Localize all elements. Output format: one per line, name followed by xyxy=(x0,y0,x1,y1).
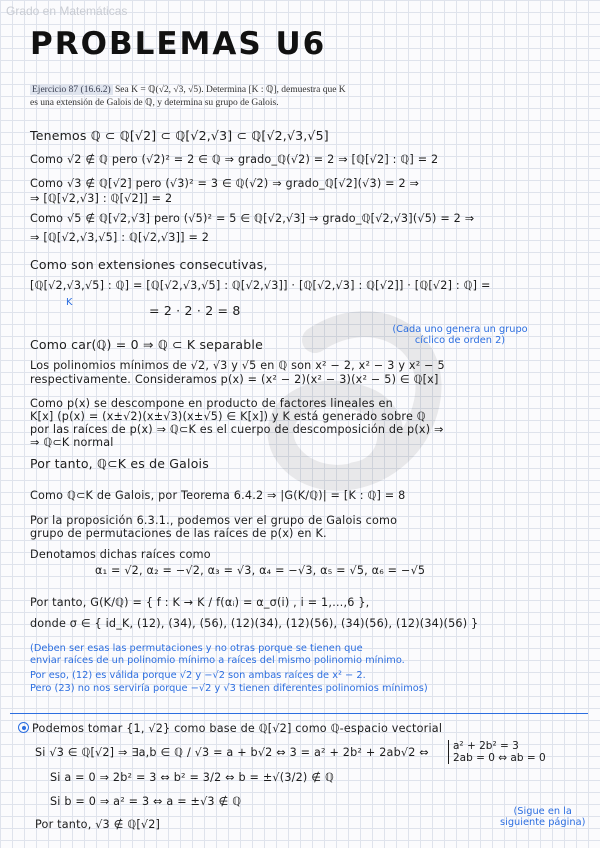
bullet-target-icon xyxy=(18,722,29,733)
note-perm-4: Pero (23) no nos serviría porque −√2 y √3 tienen diferentes polinomios mínimos) xyxy=(30,683,428,694)
line-sqrt5: Como √5 ∉ ℚ[√2,√3] pero (√5)² = 5 ∈ ℚ[√2,√3] ⇒ grado_ℚ[√2,√3](√5) = 2 ⇒ xyxy=(30,212,475,225)
line-roots: α₁ = √2, α₂ = −√2, α₃ = √3, α₄ = −√3, α₅ = √5, α₆ = −√5 xyxy=(95,564,426,577)
line-case-a: Si a = 0 ⇒ 2b² = 3 ⇔ b² = 3/2 ⇔ b = ±√(3/2) ∉ ℚ xyxy=(50,771,334,784)
line-galois-group: Por tanto, G(K/ℚ) = { f : K → K / f(αᵢ) = α_σ(i) , i = 1,…,6 }, xyxy=(30,596,370,609)
line-min-polys: Los polinomios mínimos de √2, √3 y √5 en ℚ son x² − 2, x² − 3 y x² − 5 xyxy=(30,359,445,372)
note-perm-1: (Deben ser esas las permutaciones y no otras porque se tienen que xyxy=(30,643,363,654)
line-sigma-set: donde σ ∈ { id_K, (12), (34), (56), (12)(34), (12)(56), (34)(56), (12)(34)(56) } xyxy=(30,617,479,630)
exercise-tag: Ejercicio 87 (16.6.2) xyxy=(32,85,111,95)
line-basis xyxy=(18,722,442,735)
line-suppose: Si √3 ∈ ℚ[√2] ⇒ ∃a,b ∈ ℚ / √3 = a + b√2 ⇔ 3 = a² + 2b² + 2ab√2 ⇔ xyxy=(35,746,429,759)
note-perm-3: Por eso, (12) es válida porque √2 y −√2 son ambas raíces de x² − 2. xyxy=(30,670,366,681)
k-label: K xyxy=(66,297,73,308)
note-perm-2: enviar raíces de un polinomio mínimo a raíces del mismo polinomio mínimo. xyxy=(30,655,405,666)
line-denote-roots: Denotamos dichas raíces como xyxy=(30,548,211,561)
line-factor: Como p(x) se descompone en producto de factores lineales en xyxy=(30,397,393,410)
line-basis-text: Podemos tomar {1, √2} como base de ℚ[√2] como ℚ-espacio vectorial xyxy=(32,722,443,735)
line-splitting-field: por las raíces de p(x) ⇒ ℚ⊂K es el cuerpo de descomposición de p(x) ⇒ xyxy=(30,423,444,436)
line-degree-result: = 2 · 2 · 2 = 8 xyxy=(149,303,241,318)
note-cyclic: (Cada uno genera un grupo cíclico de orden 2) xyxy=(392,324,528,346)
header-watermark: Grado en Matemáticas xyxy=(6,4,128,18)
line-separable: Como car(ℚ) = 0 ⇒ ℚ ⊂ K separable xyxy=(30,337,263,352)
line-factor-2: K[x] (p(x) = (x±√2)(x±√3)(x±√5) ∈ K[x]) y K está generado sobre ℚ xyxy=(30,410,426,423)
note-next-page xyxy=(500,806,585,828)
line-conclusion: Por tanto, √3 ∉ ℚ[√2] xyxy=(35,818,161,831)
exercise-statement xyxy=(30,84,350,110)
line-sqrt3: Como √3 ∉ ℚ[√2] pero (√3)² = 3 ∈ ℚ(√2) ⇒ grado_ℚ[√2](√3) = 2 ⇒ xyxy=(30,177,420,190)
line-permutation-group: grupo de permutaciones de las raíces de p(x) en K. xyxy=(30,527,327,540)
line-sqrt2: Como √2 ∉ ℚ pero (√2)² = 2 ∈ ℚ ⇒ grado_ℚ(√2) = 2 ⇒ [ℚ[√2] : ℚ] = 2 xyxy=(30,153,439,166)
note-next-2: siguiente página) xyxy=(500,817,586,828)
note-next-1: (Sigue en la xyxy=(513,806,572,817)
system-eq-2: 2ab = 0 ⇔ ab = 0 xyxy=(453,752,546,764)
system-brace xyxy=(448,740,546,764)
line-degree-product: [ℚ[√2,√3,√5] : ℚ] = [ℚ[√2,√3,√5] : ℚ[√2,√3]] · [ℚ[√2,√3] : ℚ[√2]] · [ℚ[√2] : ℚ] = xyxy=(30,279,491,292)
line-consecutive: Como son extensiones consecutivas, xyxy=(30,257,268,272)
line-consider-p: respectivamente. Consideramos p(x) = (x² − 2)(x² − 3)(x² − 5) ∈ ℚ[x] xyxy=(30,373,439,386)
line-case-b: Si b = 0 ⇒ a² = 3 ⇔ a = ±√3 ∉ ℚ xyxy=(50,795,242,808)
line-normal: ⇒ ℚ⊂K normal xyxy=(30,436,114,449)
system-eq-1: a² + 2b² = 3 xyxy=(453,740,519,752)
exercise-text: Sea K = ℚ(√2, √3, √5). Determina [K : ℚ], demuestra que K es una extensión de Galois de ℚ, y determina su grupo de Galois. xyxy=(30,85,346,108)
section-divider xyxy=(10,713,588,714)
page-title: PROBLEMAS U6 xyxy=(30,26,327,62)
line-sqrt5-degree: ⇒ [ℚ[√2,√3,√5] : ℚ[√2,√3]] = 2 xyxy=(30,231,210,244)
line-sqrt3-degree: ⇒ [ℚ[√2,√3] : ℚ[√2]] = 2 xyxy=(30,192,173,205)
line-tower: Tenemos ℚ ⊂ ℚ[√2] ⊂ ℚ[√2,√3] ⊂ ℚ[√2,√3,√5] xyxy=(30,128,329,143)
line-galois: Por tanto, ℚ⊂K es de Galois xyxy=(30,456,209,471)
line-group-order: Como ℚ⊂K de Galois, por Teorema 6.4.2 ⇒ |G(K/ℚ)| = [K : ℚ] = 8 xyxy=(30,489,406,502)
line-proposition: Por la proposición 6.3.1., podemos ver el grupo de Galois como xyxy=(30,514,398,527)
